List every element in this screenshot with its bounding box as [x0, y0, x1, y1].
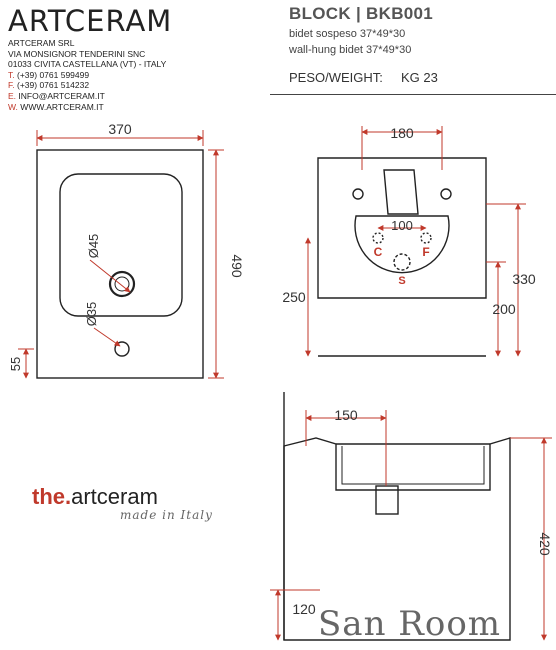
- front-view-neck: [384, 170, 418, 214]
- address-line-prefix: E.: [8, 90, 17, 101]
- address-line-text: VIA MONSIGNOR TENDERINI SNC: [8, 48, 146, 59]
- address-line-text: 01033 CIVITA CASTELLANA (VT) - ITALY: [8, 59, 167, 70]
- drain-hole: [110, 272, 134, 296]
- dim-330: 330: [512, 271, 536, 287]
- artceram-logo: ARTCERAM: [8, 4, 173, 38]
- weight-value: KG 23: [401, 70, 438, 85]
- dim-100: 100: [391, 218, 413, 233]
- weight-label: PESO/WEIGHT:: [289, 70, 383, 85]
- dim-150: 150: [334, 407, 358, 423]
- bolt-right: [441, 189, 451, 199]
- dim-width-370: 370: [108, 121, 132, 137]
- dim-edge-55: 55: [8, 356, 23, 372]
- product-subtitle-en: wall-hung bidet 37*49*30: [289, 44, 412, 56]
- address-line-text: WWW.ARTCERAM.IT: [20, 101, 104, 112]
- dim-420: 420: [537, 532, 553, 556]
- dim-height-490: 490: [229, 254, 245, 278]
- front-view: [318, 158, 486, 356]
- address-line-text: (+39) 0761 514232: [17, 80, 90, 91]
- address-line-text: ARTCERAM SRL: [8, 38, 75, 48]
- side-view: [284, 392, 510, 640]
- address-line-prefix: W.: [8, 101, 18, 112]
- label-c: C: [373, 245, 383, 259]
- dim-hole-45: Ø45: [86, 233, 101, 259]
- brand-name: artceram: [71, 484, 158, 509]
- san-room-watermark: San Room: [318, 604, 502, 644]
- label-s: S: [398, 275, 406, 287]
- made-in-italy-tagline: made in Italy: [120, 508, 213, 522]
- address-line-text: (+39) 0761 599499: [17, 69, 90, 80]
- dim-200: 200: [492, 301, 516, 317]
- label-f: F: [422, 245, 430, 259]
- product-subtitle-it: bidet sospeso 37*49*30: [289, 28, 406, 40]
- address-line-text: INFO@ARTCERAM.IT: [18, 90, 105, 101]
- dim-120: 120: [292, 601, 316, 617]
- dim-250: 250: [282, 289, 306, 305]
- dim-hole-35: Ø35: [84, 301, 99, 327]
- address-line-prefix: F.: [8, 80, 15, 91]
- brand-prefix: the.: [32, 484, 72, 509]
- top-view: [37, 150, 203, 378]
- dim-180: 180: [390, 125, 414, 141]
- bolt-left: [353, 189, 363, 199]
- top-view-bowl: [60, 174, 182, 316]
- the-artceram-brand: [32, 484, 158, 510]
- address-line-prefix: T.: [8, 69, 15, 80]
- product-title: BLOCK | BKB001: [289, 4, 434, 23]
